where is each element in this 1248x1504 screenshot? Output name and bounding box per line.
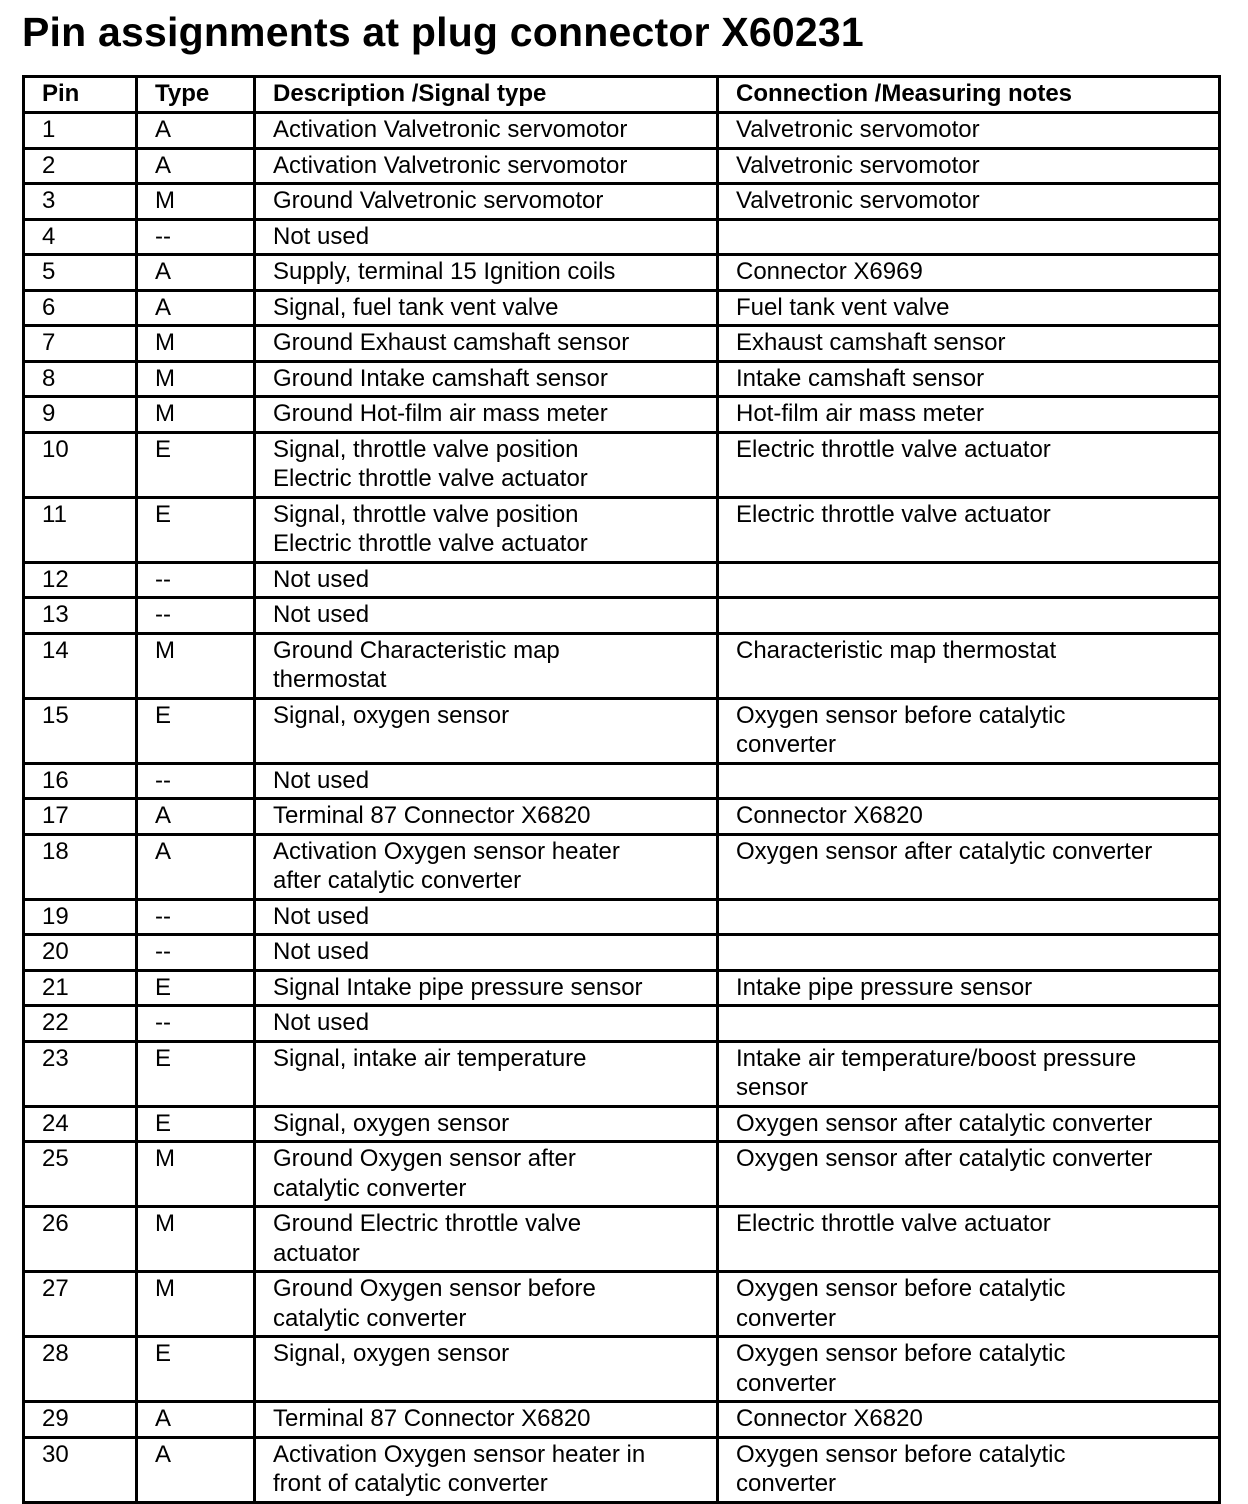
table-row [24, 834, 1220, 899]
notes-line: converter [736, 1304, 837, 1332]
description-line: Ground Characteristic map [273, 636, 560, 664]
table-row [24, 1337, 1220, 1402]
description-line: Activation Valvetronic servomotor [273, 151, 628, 179]
table-row [24, 970, 1220, 1006]
pin-number-cell: 13 [24, 598, 137, 634]
notes-line: Intake pipe pressure sensor [736, 973, 1033, 1001]
notes-line: Oxygen sensor before catalytic [736, 1275, 1066, 1302]
table-row [24, 1402, 1220, 1438]
description-cell [255, 562, 718, 598]
measuring-notes-cell [718, 432, 1220, 497]
signal-type-cell: E [137, 970, 255, 1006]
pin-number-cell: 29 [24, 1402, 137, 1438]
measuring-notes-cell [718, 834, 1220, 899]
pin-number-cell: 26 [24, 1207, 137, 1272]
description-cell [255, 361, 718, 397]
description-line: front of catalytic converter [273, 1470, 548, 1497]
description-cell [255, 1142, 718, 1207]
description-cell [255, 255, 718, 291]
table-body [24, 113, 1220, 1503]
description-cell [255, 1006, 718, 1042]
notes-line: Characteristic map thermostat [736, 636, 1057, 664]
description-line: Ground Hot-film air mass meter [273, 400, 608, 427]
description-line: Signal, oxygen sensor [273, 1340, 510, 1367]
description-cell [255, 834, 718, 899]
table-row [24, 698, 1220, 763]
table-row [24, 1207, 1220, 1272]
notes-line: Hot-film air mass meter [736, 400, 985, 427]
measuring-notes-cell [718, 1272, 1220, 1337]
measuring-notes-cell [718, 970, 1220, 1006]
table-row [24, 1272, 1220, 1337]
description-cell [255, 899, 718, 935]
description-cell [255, 970, 718, 1006]
signal-type-cell: M [137, 1142, 255, 1207]
pin-number-cell: 1 [24, 113, 137, 149]
signal-type-cell: M [137, 1207, 255, 1272]
description-line: Signal, oxygen sensor [273, 1109, 510, 1137]
signal-type-cell: -- [137, 598, 255, 634]
table-row [24, 899, 1220, 935]
measuring-notes-cell [718, 361, 1220, 397]
measuring-notes-cell [718, 598, 1220, 634]
description-cell [255, 1106, 718, 1142]
signal-type-cell: E [137, 497, 255, 562]
description-cell [255, 148, 718, 184]
signal-type-cell: -- [137, 935, 255, 971]
measuring-notes-cell [718, 148, 1220, 184]
column-header-pin: Pin [24, 77, 137, 113]
table-row [24, 763, 1220, 799]
table-row [24, 255, 1220, 291]
table-row [24, 598, 1220, 634]
table-row [24, 1041, 1220, 1106]
description-cell [255, 397, 718, 433]
description-line: Not used [273, 1009, 370, 1036]
description-line: Ground Oxygen sensor after [273, 1145, 576, 1172]
measuring-notes-cell [718, 1106, 1220, 1142]
description-line: after catalytic converter [273, 867, 522, 894]
pin-number-cell: 6 [24, 290, 137, 326]
pin-number-cell: 8 [24, 361, 137, 397]
signal-type-cell: -- [137, 219, 255, 255]
pin-number-cell: 14 [24, 633, 137, 698]
description-line: Electric throttle valve actuator [273, 465, 588, 492]
signal-type-cell: A [137, 1437, 255, 1502]
measuring-notes-cell [718, 255, 1220, 291]
notes-line: Oxygen sensor after catalytic converter [736, 1145, 1153, 1172]
signal-type-cell: M [137, 397, 255, 433]
measuring-notes-cell [718, 1041, 1220, 1106]
pin-number-cell: 21 [24, 970, 137, 1006]
measuring-notes-cell [718, 113, 1220, 149]
description-line: Not used [273, 766, 370, 794]
pin-number-cell: 28 [24, 1337, 137, 1402]
notes-line: Valvetronic servomotor [736, 151, 980, 179]
notes-line: Electric throttle valve actuator [736, 500, 1051, 528]
pin-assignment-table [22, 75, 1221, 1504]
measuring-notes-cell [718, 799, 1220, 835]
measuring-notes-cell [718, 899, 1220, 935]
signal-type-cell: E [137, 698, 255, 763]
table-row [24, 326, 1220, 362]
signal-type-cell: E [137, 432, 255, 497]
description-cell [255, 432, 718, 497]
pin-number-cell: 22 [24, 1006, 137, 1042]
description-line: Activation Valvetronic servomotor [273, 116, 628, 143]
description-line: Supply, terminal 15 Ignition coils [273, 258, 616, 285]
description-cell [255, 326, 718, 362]
signal-type-cell: M [137, 633, 255, 698]
signal-type-cell: -- [137, 899, 255, 935]
description-line: Terminal 87 Connector X6820 [273, 802, 591, 829]
column-header-description: Description /Signal type [255, 77, 718, 113]
description-line: Not used [273, 222, 370, 250]
notes-line: Oxygen sensor before catalytic [736, 1340, 1066, 1367]
description-line: Not used [273, 902, 370, 930]
description-cell [255, 633, 718, 698]
pin-number-cell: 12 [24, 562, 137, 598]
pin-number-cell: 10 [24, 432, 137, 497]
measuring-notes-cell [718, 698, 1220, 763]
pin-number-cell: 24 [24, 1106, 137, 1142]
description-cell [255, 497, 718, 562]
notes-line: Electric throttle valve actuator [736, 1210, 1051, 1237]
table-row [24, 562, 1220, 598]
description-line: actuator [273, 1239, 360, 1267]
description-line: Not used [273, 565, 370, 593]
description-line: Signal, oxygen sensor [273, 701, 510, 729]
signal-type-cell: A [137, 799, 255, 835]
description-line: Terminal 87 Connector X6820 [273, 1405, 591, 1432]
table-row [24, 290, 1220, 326]
notes-line: Intake air temperature/boost pressure [736, 1044, 1137, 1072]
page-title: Pin assignments at plug connector X60231 [22, 9, 864, 55]
table-row [24, 397, 1220, 433]
description-line: Electric throttle valve actuator [273, 530, 588, 557]
description-cell [255, 799, 718, 835]
notes-line: converter [736, 1470, 837, 1497]
table-row [24, 1437, 1220, 1502]
description-cell [255, 219, 718, 255]
notes-line: Exhaust camshaft sensor [736, 329, 1006, 356]
measuring-notes-cell [718, 562, 1220, 598]
description-line: Not used [273, 938, 370, 965]
pin-number-cell: 11 [24, 497, 137, 562]
measuring-notes-cell [718, 219, 1220, 255]
measuring-notes-cell [718, 633, 1220, 698]
measuring-notes-cell [718, 763, 1220, 799]
table-row [24, 113, 1220, 149]
signal-type-cell: M [137, 1272, 255, 1337]
signal-type-cell: M [137, 361, 255, 397]
description-line: catalytic converter [273, 1304, 467, 1332]
description-line: Ground Electric throttle valve [273, 1210, 582, 1237]
description-line: Ground Oxygen sensor before [273, 1275, 596, 1302]
table-row [24, 935, 1220, 971]
description-cell [255, 113, 718, 149]
table-row [24, 219, 1220, 255]
table-row [24, 633, 1220, 698]
signal-type-cell: A [137, 148, 255, 184]
description-cell [255, 1207, 718, 1272]
description-cell [255, 598, 718, 634]
notes-line: Connector X6820 [736, 802, 923, 829]
measuring-notes-cell [718, 1402, 1220, 1438]
notes-line: Oxygen sensor before catalytic [736, 701, 1066, 729]
description-cell [255, 935, 718, 971]
pin-number-cell: 5 [24, 255, 137, 291]
description-cell [255, 1272, 718, 1337]
table-row [24, 1142, 1220, 1207]
table-row [24, 361, 1220, 397]
table-row [24, 799, 1220, 835]
measuring-notes-cell [718, 935, 1220, 971]
description-cell [255, 290, 718, 326]
signal-type-cell: A [137, 834, 255, 899]
notes-line: converter [736, 731, 837, 758]
notes-line: converter [736, 1369, 837, 1397]
measuring-notes-cell [718, 326, 1220, 362]
description-line: Activation Oxygen sensor heater [273, 837, 620, 865]
column-header-type: Type [137, 77, 255, 113]
signal-type-cell: -- [137, 763, 255, 799]
signal-type-cell: E [137, 1106, 255, 1142]
measuring-notes-cell [718, 497, 1220, 562]
table-row [24, 432, 1220, 497]
measuring-notes-cell [718, 397, 1220, 433]
description-line: Signal Intake pipe pressure sensor [273, 973, 643, 1001]
description-line: Signal, intake air temperature [273, 1044, 587, 1072]
pin-number-cell: 3 [24, 184, 137, 220]
notes-line: Electric throttle valve actuator [736, 435, 1051, 463]
measuring-notes-cell [718, 1006, 1220, 1042]
description-cell [255, 763, 718, 799]
description-line: Ground Valvetronic servomotor [273, 187, 604, 214]
signal-type-cell: A [137, 290, 255, 326]
pin-number-cell: 20 [24, 935, 137, 971]
table-row [24, 1106, 1220, 1142]
notes-line: Fuel tank vent valve [736, 293, 950, 321]
description-cell [255, 1402, 718, 1438]
description-cell [255, 1437, 718, 1502]
description-line: Activation Oxygen sensor heater in [273, 1440, 646, 1468]
description-cell [255, 698, 718, 763]
notes-line: Intake camshaft sensor [736, 364, 985, 392]
notes-line: Valvetronic servomotor [736, 187, 980, 214]
description-line: thermostat [273, 666, 387, 693]
description-line: Ground Exhaust camshaft sensor [273, 329, 630, 356]
measuring-notes-cell [718, 184, 1220, 220]
table-row [24, 497, 1220, 562]
pin-number-cell: 25 [24, 1142, 137, 1207]
signal-type-cell: -- [137, 562, 255, 598]
notes-line: Oxygen sensor after catalytic converter [736, 1109, 1153, 1137]
description-line: catalytic converter [273, 1174, 467, 1202]
pin-number-cell: 2 [24, 148, 137, 184]
description-line: Ground Intake camshaft sensor [273, 364, 608, 392]
description-line: Signal, throttle valve position [273, 500, 579, 528]
signal-type-cell: M [137, 184, 255, 220]
pin-number-cell: 17 [24, 799, 137, 835]
pin-number-cell: 18 [24, 834, 137, 899]
table-row [24, 184, 1220, 220]
notes-line: Oxygen sensor before catalytic [736, 1440, 1066, 1468]
description-line: Signal, throttle valve position [273, 435, 579, 463]
pin-number-cell: 15 [24, 698, 137, 763]
pin-number-cell: 27 [24, 1272, 137, 1337]
pin-number-cell: 23 [24, 1041, 137, 1106]
measuring-notes-cell [718, 1142, 1220, 1207]
signal-type-cell: -- [137, 1006, 255, 1042]
description-cell [255, 1041, 718, 1106]
description-cell [255, 1337, 718, 1402]
notes-line: Valvetronic servomotor [736, 116, 980, 143]
pin-number-cell: 9 [24, 397, 137, 433]
measuring-notes-cell [718, 1207, 1220, 1272]
pin-number-cell: 16 [24, 763, 137, 799]
signal-type-cell: M [137, 326, 255, 362]
pin-number-cell: 4 [24, 219, 137, 255]
measuring-notes-cell [718, 290, 1220, 326]
notes-line: Oxygen sensor after catalytic converter [736, 837, 1153, 865]
signal-type-cell: E [137, 1041, 255, 1106]
pin-number-cell: 19 [24, 899, 137, 935]
description-line: Signal, fuel tank vent valve [273, 293, 559, 321]
pin-number-cell: 30 [24, 1437, 137, 1502]
pin-number-cell: 7 [24, 326, 137, 362]
notes-line: Connector X6820 [736, 1405, 923, 1432]
signal-type-cell: A [137, 113, 255, 149]
signal-type-cell: E [137, 1337, 255, 1402]
table-header-row [24, 77, 1220, 113]
measuring-notes-cell [718, 1437, 1220, 1502]
description-line: Not used [273, 601, 370, 628]
table-row [24, 1006, 1220, 1042]
signal-type-cell: A [137, 1402, 255, 1438]
notes-line: sensor [736, 1074, 809, 1101]
measuring-notes-cell [718, 1337, 1220, 1402]
column-header-notes: Connection /Measuring notes [718, 77, 1220, 113]
table-row [24, 148, 1220, 184]
description-cell [255, 184, 718, 220]
notes-line: Connector X6969 [736, 258, 923, 285]
signal-type-cell: A [137, 255, 255, 291]
